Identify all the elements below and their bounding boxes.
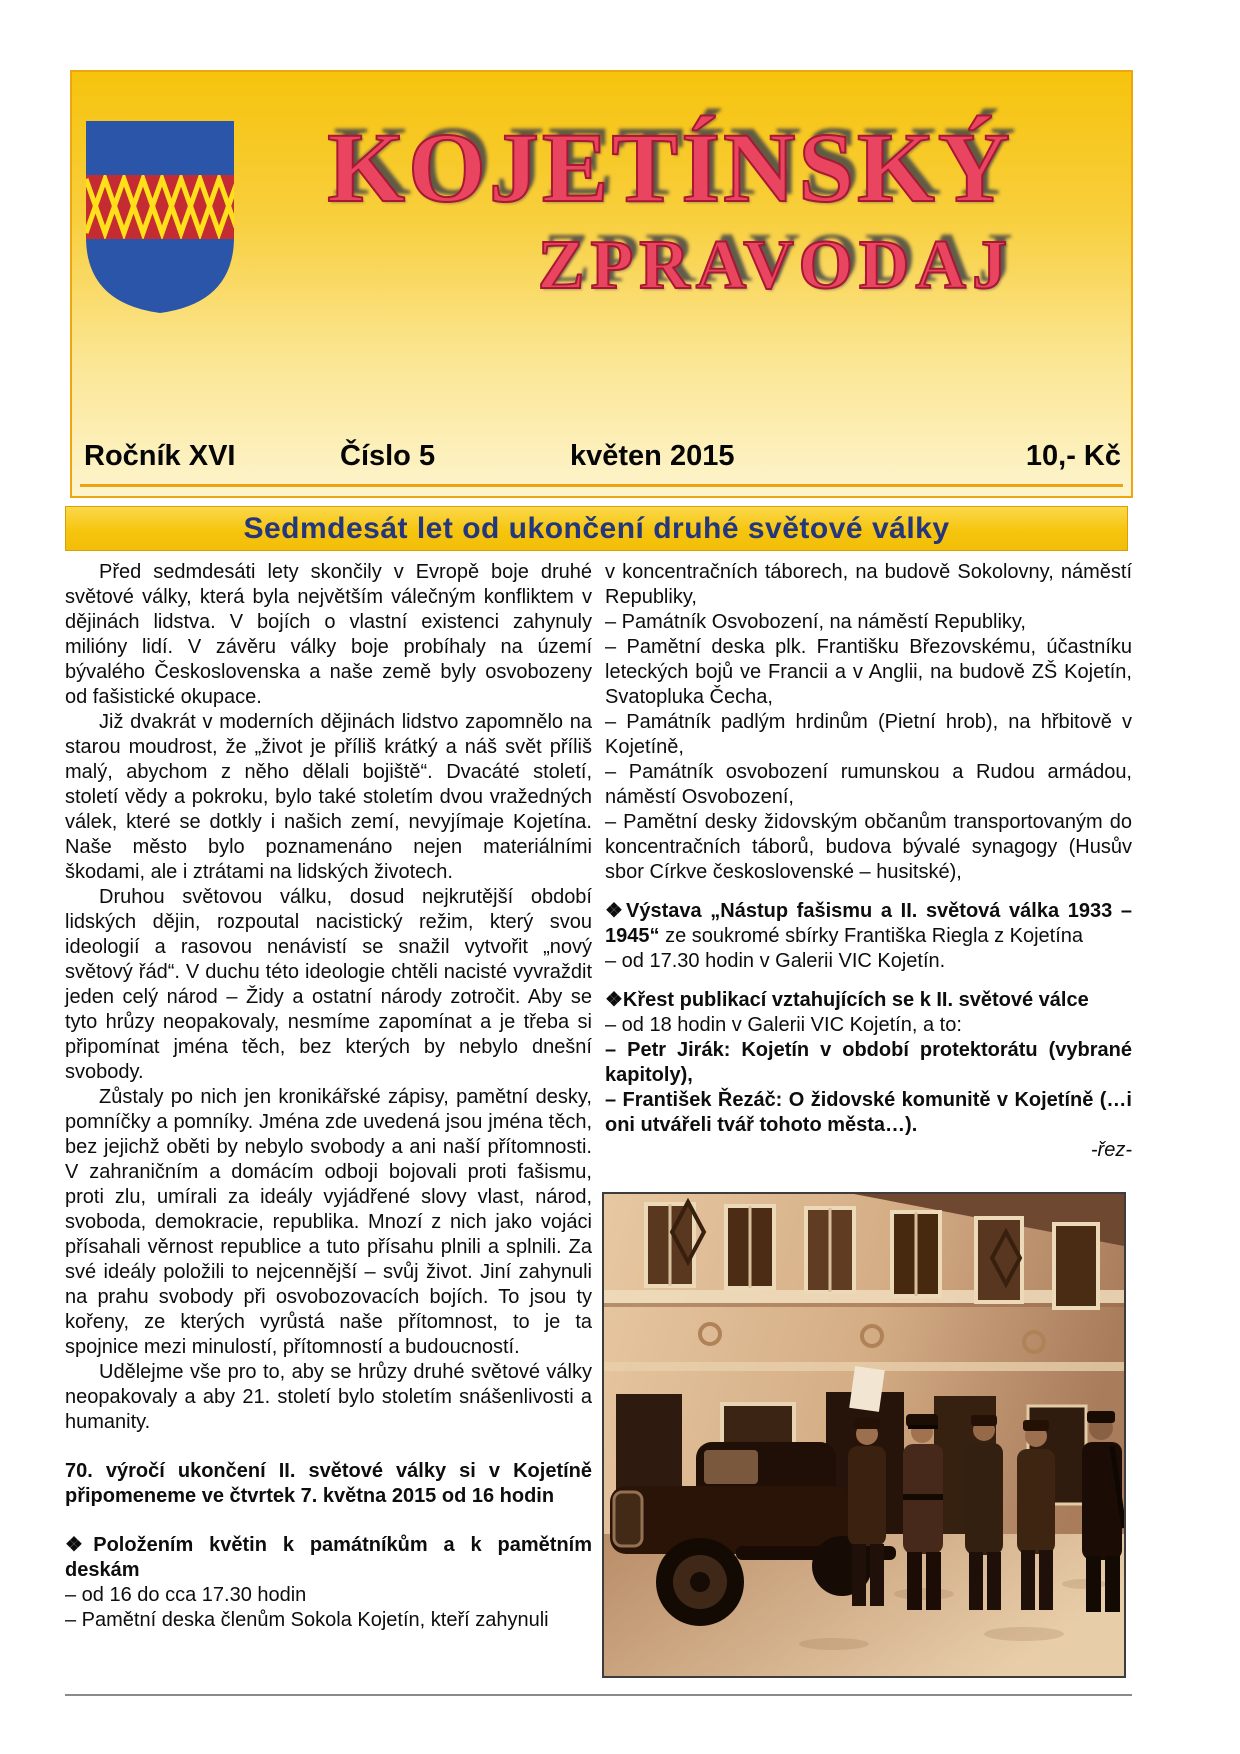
- masthead-title: KOJETÍNSKÝ: [327, 112, 1013, 223]
- article-paragraph: [65, 1085, 592, 1360]
- volume-label: Ročník XVI: [84, 440, 236, 472]
- article-paragraph: [605, 899, 1132, 949]
- paragraph-text: – od 16 do cca 17.30 hodin: [65, 1584, 307, 1606]
- paragraph-text: Před sedmdesáti lety skončily v Evropě boje druhé světové války, která byla největším válečným konfliktem v dějinách lidstva. V bojích o vlastní existenci zahynuly milióny lidí. V závěru války boje probíhaly na území bývalého Československa a naše země byly osvobozeny od fašistické okupace.: [65, 561, 592, 708]
- paragraph-text: – Pamětní deska členům Sokola Kojetín, kteří zahynuli: [65, 1609, 549, 1631]
- paragraph-text: Druhou světovou válku, dosud nejkrutější období lidských dějin, rozpoutal nacistický režim, který svou ideologií a rasovou nenávistí se snažil vytvořit „nový světový řád“. V duchu této ideologie chtěli nacisté vyvraždit jeden celý národ – Židy a ostatní národy zotročit. Aby se tyto hrůzy neopakovaly, nesmíme zapomínat a je třeba si připomínat jména těch, bez kterých by nebylo dnešní svobody.: [65, 886, 592, 1083]
- article-paragraph: [605, 1038, 1132, 1088]
- article-paragraph: [605, 988, 1132, 1013]
- paragraph-text: 70. výročí ukončení II. světové války si v Kojetíně připomeneme ve čtvrtek 7. května 2015 od 16 hodin: [65, 1460, 592, 1507]
- paragraph-text: ❖Položením květin k památníkům a k pamětním deskám: [65, 1534, 592, 1581]
- left-column: [65, 560, 592, 1633]
- headline-text: Sedmdesát let od ukončení druhé světové války: [243, 511, 950, 545]
- article-paragraph: [65, 710, 592, 885]
- article-paragraph: [605, 1138, 1132, 1163]
- paragraph-text: – Pamětní desky židovským občanům transportovaným do koncentračních táborů, budova bývalé synagogy (Husův sbor Církve československé – husitské),: [605, 811, 1132, 883]
- historical-photo-illustration: [604, 1194, 1124, 1676]
- banner-divider: [80, 484, 1123, 487]
- article-paragraph: [605, 810, 1132, 885]
- article-paragraph: [605, 560, 1132, 610]
- article-paragraph: [605, 635, 1132, 710]
- paragraph-text: ze soukromé sbírky Františka Riegla z Kojetína: [665, 925, 1084, 947]
- article-paragraph: [605, 760, 1132, 810]
- paragraph-text: – Petr Jirák: Kojetín v období protektorátu (vybrané kapitoly),: [605, 1039, 1132, 1086]
- paragraph-text: v koncentračních táborech, na budově Sokolovny, náměstí Republiky,: [605, 561, 1132, 608]
- masthead-title-block: [252, 112, 1013, 304]
- paragraph-text: – od 18 hodin v Galerii VIC Kojetín, a to:: [605, 1014, 962, 1036]
- paragraph-text: Již dvakrát v moderních dějinách lidstvo zapomnělo na starou moudrost, že „život je příliš krátký a náš svět příliš malý, abychom z něho dělali bojiště“. Dvacáté století, století vědy a pokroku, bylo také stoletím dvou vražedných válek, které se dotkly i našich zemí, nevyjímaje Kojetína. Naše město bylo poznamenáno nejen materiálními škodami, ale i ztrátami na lidských životech.: [65, 711, 592, 883]
- article-paragraph: [605, 610, 1132, 635]
- paragraph-text: Udělejme vše pro to, aby se hrůzy druhé světové války neopakovaly a aby 21. století bylo stoletím snášenlivosti a humanity.: [65, 1361, 592, 1433]
- article-paragraph: [65, 1533, 592, 1583]
- masthead-banner: [70, 70, 1133, 498]
- paragraph-text: – František Řezáč: O židovské komunitě v Kojetíně (…i oni utvářeli tvář tohoto města…).: [605, 1089, 1132, 1136]
- article-paragraph: [605, 1013, 1132, 1038]
- paragraph-text: – Památník osvobození rumunskou a Rudou armádou, náměstí Osvobození,: [605, 761, 1132, 808]
- article-paragraph: [605, 949, 1132, 974]
- paragraph-text: – od 17.30 hodin v Galerii VIC Kojetín.: [605, 950, 946, 972]
- city-coat-of-arms-icon: [84, 118, 236, 316]
- article-paragraph: [65, 885, 592, 1085]
- paragraph-text: ❖Křest publikací vztahujících se k II. světové válce: [605, 989, 1089, 1011]
- paragraph-text: – Památník Osvobození, na náměstí Republiky,: [605, 611, 1026, 633]
- paragraph-text: Zůstaly po nich jen kronikářské zápisy, pamětní desky, pomníčky a pomníky. Jména zde uvedená jsou jména těch, bez jejichž oběti by nebylo svobody a ani naší přítomnosti. V zahraničním a domácím odboji bojovali proti fašismu, proti zlu, umírali za ideály vyjádřené slovy vlast, národ, svoboda, demokracie, republika. Mnozí z nich jako vojáci přísahali věrnost republice a tuto přísahu plnili a splnili. Za své ideály položili to nejcennější – svůj život. Jiní zahynuli na prahu svobody při osvobozovacích bojích. To jsou ty kořeny, ze kterých vyrůstá naše přítomnost, to je ta spojnice mezi minulostí, přítomností a budoucností.: [65, 1086, 592, 1358]
- footer-divider: [65, 1694, 1132, 1696]
- price-label: 10,- Kč: [1025, 440, 1121, 472]
- masthead-subtitle: ZPRAVODAJ: [537, 227, 1013, 304]
- article-paragraph: [65, 1459, 592, 1509]
- article-paragraph: [65, 560, 592, 710]
- article-paragraph: [65, 1583, 592, 1608]
- paragraph-text: ❖Výstava „Nástup fašismu a II. světová válka 1933 – 1945“: [605, 900, 1132, 947]
- issue-label: Číslo 5: [340, 440, 436, 472]
- paragraph-text: -řez-: [1090, 1139, 1132, 1161]
- article-paragraph: [605, 1088, 1132, 1138]
- headline-bar: [65, 506, 1128, 551]
- paragraph-text: – Památník padlým hrdinům (Pietní hrob), na hřbitově v Kojetíně,: [605, 711, 1132, 758]
- date-label: květen 2015: [570, 440, 735, 472]
- article-paragraph: [65, 1608, 592, 1633]
- article-paragraph: [605, 710, 1132, 760]
- paragraph-text: – Pamětní deska plk. Františku Březovskému, účastníku leteckých bojů ve Francii a v Anglii, na budově ZŠ Kojetín, Svatopluka Čecha,: [605, 636, 1132, 708]
- article-paragraph: [65, 1360, 592, 1435]
- historical-photo: [602, 1192, 1126, 1678]
